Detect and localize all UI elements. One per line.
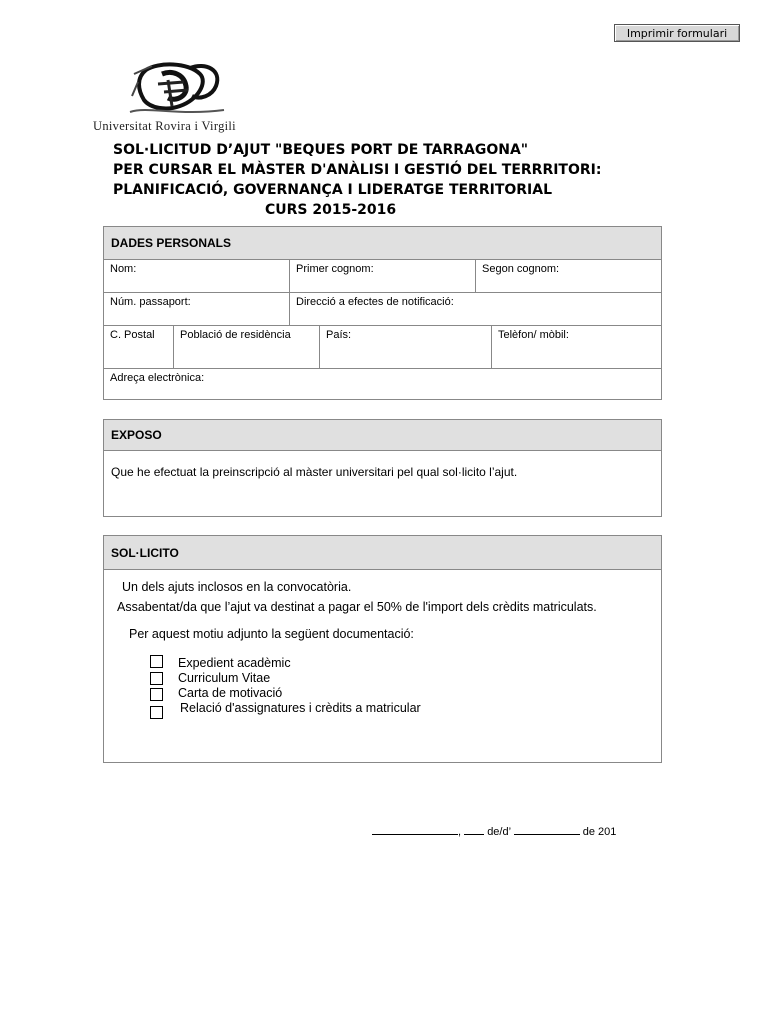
personal-data-section [103,226,662,400]
segon-cognom-field[interactable]: Segon cognom: [482,263,560,275]
print-form-button[interactable]: Imprimir formulari [614,24,740,42]
poblacio-field[interactable]: Població de residència [174,326,320,368]
expose-heading: EXPOSO [104,420,661,451]
checkbox-expedient[interactable] [150,655,163,668]
personal-row-email [104,369,661,399]
personal-row-names [104,260,661,293]
passaport-field[interactable]: Núm. passaport: [104,293,290,325]
personal-row-address [104,293,661,326]
date-comma: , [458,826,462,838]
date-line [372,824,616,838]
email-field[interactable]: Adreça electrònica: [110,372,205,384]
nom-field[interactable]: Nom: [104,260,290,292]
expose-text: Que he efectuat la preinscripció al màster universitari pel qual sol·licito l’ajut. [111,465,518,479]
date-year: de 201 [582,826,617,838]
request-line-2: Assabentat/da que l’ajut va destinat a pagar el 50% de l'import dels crèdits matriculats. [117,600,597,614]
expose-section [103,419,662,517]
direccio-field[interactable]: Direcció a efectes de notificació: [296,296,454,308]
request-section [103,535,662,763]
checkbox-carta[interactable] [150,688,163,701]
doc-label-relacio: Relació d'assignatures i crèdits a matricular [180,701,421,715]
form-title [113,140,733,220]
university-name: Universitat Rovira i Virgili [93,119,236,133]
checkbox-relacio[interactable] [150,706,163,719]
request-heading: SOL·LICITO [104,536,661,570]
request-line-1: Un dels ajuts inclosos en la convocatòria. [122,580,352,594]
title-line-3: PLANIFICACIÓ, GOVERNANÇA I LIDERATGE TERRITORIAL [113,182,553,198]
pais-field[interactable]: País: [320,326,492,368]
doc-label-carta: Carta de motivació [178,686,283,700]
primer-cognom-field[interactable]: Primer cognom: [290,260,476,292]
doc-label-cv: Curriculum Vitae [178,671,271,685]
title-line-1: SOL·LICITUD D’AJUT "BEQUES PORT DE TARRAGONA" [113,142,529,158]
date-de: de/d’ [487,826,511,838]
title-line-4: CURS 2015-2016 [265,202,397,218]
title-line-2: PER CURSAR EL MÀSTER D'ANÀLISI I GESTIÓ DEL TERRRITORI: [113,162,602,178]
telefon-field[interactable]: Telèfon/ mòbil: [498,329,569,341]
personal-data-heading: DADES PERSONALS [104,227,661,260]
month-blank[interactable] [514,824,580,835]
personal-row-location [104,326,661,369]
doc-label-expedient: Expedient acadèmic [178,656,291,670]
checkbox-cv[interactable] [150,672,163,685]
request-line-3: Per aquest motiu adjunto la següent documentació: [129,627,414,641]
place-blank[interactable] [372,824,458,835]
university-logo [128,60,228,118]
postal-code-field[interactable]: C. Postal [104,326,174,368]
day-blank[interactable] [464,824,484,835]
